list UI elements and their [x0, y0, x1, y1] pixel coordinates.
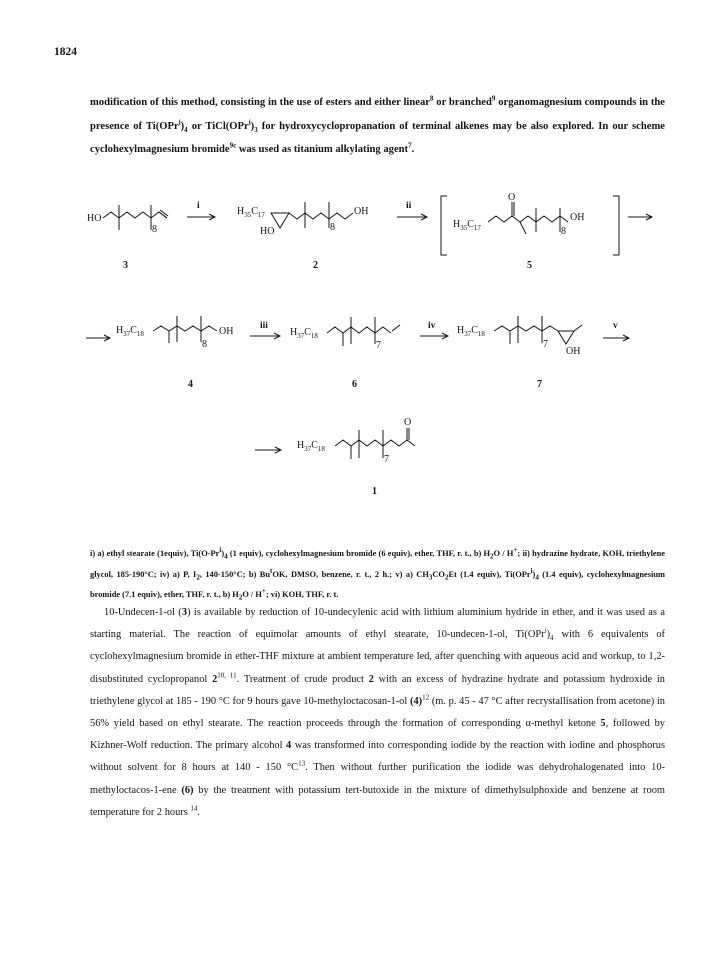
repeat-count: 7: [543, 339, 548, 350]
hydroxyl-label: OH: [219, 326, 234, 337]
chain-bond: [327, 327, 391, 333]
chain-bond: [103, 212, 167, 218]
repeat-count: 7: [384, 454, 389, 465]
reaction-arrow-i: [187, 201, 215, 220]
compound-number-3: 3: [123, 260, 128, 271]
vinyl-double-bond: [392, 325, 400, 331]
compound-number-5: 5: [527, 260, 532, 271]
hydroxyl-label: OH: [354, 206, 369, 217]
repeat-count: 8: [561, 226, 566, 237]
hydroxyl-label: OH: [566, 346, 581, 357]
square-bracket-right: [613, 196, 619, 255]
chain-bond: [289, 213, 353, 219]
hydroxyl-label: OH: [570, 212, 585, 223]
svg-text:ii: ii: [406, 201, 412, 211]
h35c17-label: $H_{35}C_{17}$: [237, 206, 265, 219]
compound-number-2: 2: [313, 260, 318, 271]
compound-7-structure: [457, 316, 582, 357]
h37c18-label: $H_{37}C_{18}$: [297, 440, 325, 453]
compound-3-structure: [87, 205, 168, 235]
repeat-count: 8: [152, 224, 157, 235]
compound-1-structure: [297, 417, 415, 465]
svg-text:iii: iii: [260, 321, 268, 331]
svg-text:iv: iv: [428, 321, 436, 331]
compound-5-structure: [441, 192, 619, 255]
svg-text:i: i: [197, 201, 200, 211]
page-number: 1824: [54, 46, 77, 58]
reaction-arrow-v: [603, 321, 629, 341]
compound-2-structure: [237, 202, 368, 237]
chain-bond: [335, 440, 415, 446]
vinyl-double-bond: [160, 210, 168, 216]
continuation-arrow: [255, 447, 281, 453]
oxygen-label: O: [404, 417, 412, 428]
repeat-count: 8: [330, 222, 335, 233]
chain-bond: [488, 216, 568, 222]
continuation-arrow: [86, 335, 110, 341]
square-bracket-left: [441, 196, 447, 255]
svg-text:v: v: [613, 321, 618, 331]
compound-4-structure: [116, 316, 233, 350]
compound-number-1: 1: [372, 486, 377, 497]
cyclopropane-ring: [558, 331, 574, 344]
chain-bond: [494, 326, 558, 331]
h35c17-label: $H_{35}C_{17}$: [453, 219, 481, 232]
hydroxyl-label: HO: [87, 213, 102, 224]
body-paragraph: [90, 602, 665, 824]
reaction-arrow-ii: [397, 201, 427, 220]
compound-number-7: 7: [537, 379, 542, 390]
reaction-arrow-iv: [420, 321, 448, 339]
repeat-count: 8: [202, 339, 207, 350]
h37c18-label: $H_{37}C_{18}$: [290, 327, 318, 340]
vinyl-bond: [159, 212, 167, 218]
continuation-arrow: [628, 214, 652, 220]
compound-6-structure: [290, 317, 400, 351]
methyl-bond: [574, 325, 582, 331]
reaction-arrow-iii: [250, 321, 280, 339]
scheme-caption: [90, 544, 665, 606]
chain-bond: [153, 326, 217, 331]
methyl-bond: [520, 222, 526, 234]
compound-number-4: 4: [188, 379, 193, 390]
h37c18-label: $H_{37}C_{18}$: [116, 325, 144, 338]
oxygen-label: O: [508, 192, 516, 203]
h37c18-label: $H_{37}C_{18}$: [457, 325, 485, 338]
body-text: 10-Undecen-1-ol (3) is available by reduction of 10-undecylenic acid with lithium aluminium hydride in ether, and it was used as a starting material. The reaction of equimolar amounts of ethyl stearate, 10-undecen-1-ol, $Ti(OPr^i)_4$ with 6 equivalents of cyclohexylmagnesium bromide in ether-THF mixture at ambient temperature led, after quenching with aqueous acid and workup, to 1,2-disubstituted cyclopropanol 2$^{10, 11}$. Treatment of crude product 2 with an excess of hydrazine hydrate and potassium hydroxide in triethylene glycol at 185 - 190 °C for 9 hours gave 10-methyloctacosan-1-ol $(4)^{12}$ (m. p. 45 - 47 °C after recrystallisation from acetone) in 56% yield based on ethyl stearate. The reaction proceeds through the formation of corresponding α-methyl ketone 5, followed by Kizhner-Wolf reduction. The primary alcohol 4 was transformed into corresponding iodide by the reaction with iodine and phosphorus without solvent for 8 hours at 140 - 150 $^\circ C^{13}$. Then without further purification the iodide was dehydrohalogenated into 10-methyloctacos-1-ene (6) by the treatment with potassium tert-butoxide in the mixture of dimethylsulphoxide and benzene at room temperature for 2 hours $^{14}$.: [90, 607, 665, 818]
hydroxyl-label: HO: [260, 226, 275, 237]
caption-text: i) a) ethyl stearate (1equiv), $Ti(O-Pr^i)_4$ (1 equiv), cyclohexylmagnesium bromide (6 equiv), ether, THF, r. t., b) $H_2O / H^+$; ii) hydrazine hydrate, KOH, triethylene glycol, 185-190°C; iv) a) P, $I_2$, 140-150°C; b) Bu$^t$OK, DMSO, benzene, r. t., 2 h.; v) a) $CH_3CO_2Et$ (1.4 equiv), $Ti(OPr^i)_4$ (1.4 equiv), cyclohexylmagnesium bromide (7.1 equiv), ether, THF, r. t., b) $H_2O / H^+$; vi) KOH, THF, r. t.: [90, 546, 665, 602]
repeat-count: 7: [376, 340, 381, 351]
compound-number-6: 6: [352, 379, 357, 390]
intro-text: modification of this method, consisting in the use of esters and either linear$^8$ or branched$^9$ organomagnesium compounds in the presence of $Ti(OPr^i)_4$ or $TiCl(OPr^i)_3$ for hydroxycyclopropanation of terminal alkenes may be also explored. In our scheme cyclohexylmagnesium bromide$^{9c}$ was used as titanium alkylating agent$^7$.: [90, 94, 666, 155]
